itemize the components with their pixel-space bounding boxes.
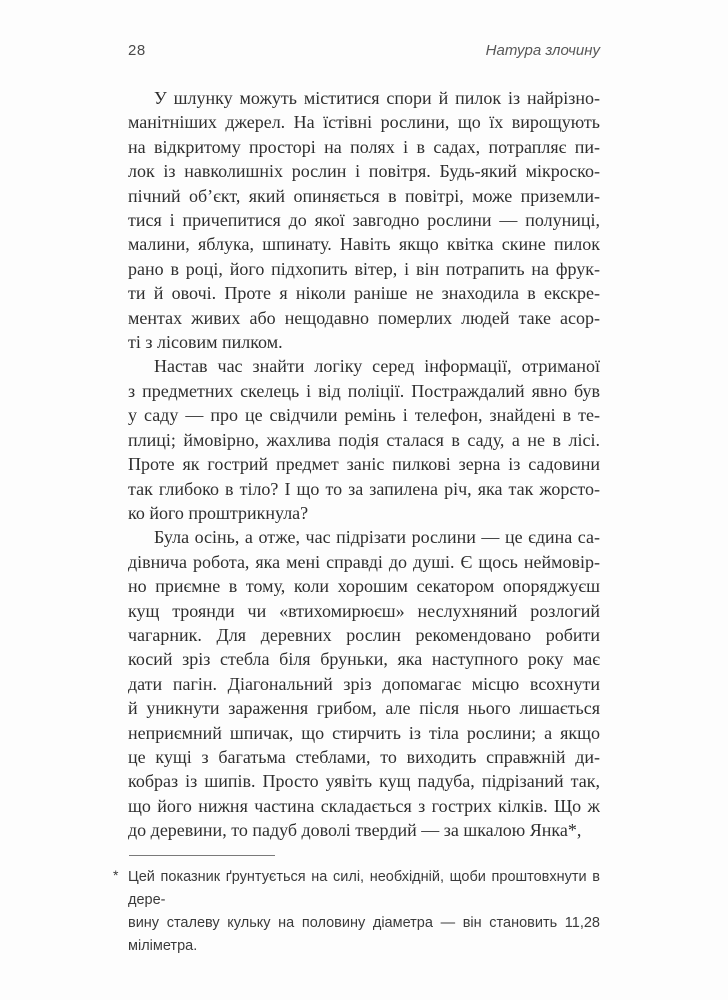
footnote <box>113 866 600 958</box>
footnote-divider <box>129 855 275 856</box>
text-line: ко його проштрикнула? <box>128 502 309 523</box>
text-line: лок із навколишніх рослин і повітря. Будь-який мікроско- <box>128 161 600 182</box>
text-line: Настав час знайти логіку серед інформації, отриманої <box>154 356 600 377</box>
text-line: у саду — про це свідчили ремінь і телефон, знайдені в те- <box>128 405 600 426</box>
text-line: й уникнути зараження грибом, але після нього лишається <box>128 698 600 719</box>
footnote-text <box>128 866 600 958</box>
page-number: 28 <box>128 42 146 59</box>
text-line: ті з лісовим пилком. <box>128 332 283 353</box>
text-line: це кущі з багатьма стеблами, то виходить справжній ди- <box>128 746 600 767</box>
text-line: пічний об’єкт, який опиняється в повітрі, може приземли- <box>128 185 600 206</box>
text-line: що його нижня частина складається з гострих кілків. Що ж <box>128 795 600 816</box>
text-line: до деревини, то падуб доволі твердий — за шкалою Янка*, <box>128 820 582 841</box>
text-line: рано в році, його підхопить вітер, і він потрапить на фрук- <box>128 258 600 279</box>
text-line: но приємне в тому, коли хорошим секатором опоряджуєш <box>128 576 600 597</box>
text-line: дати пагін. Діагональний зріз допомагає місцю всохнути <box>128 673 600 694</box>
text-line: ментах живих або нещодавно померлих людей таке асор- <box>128 307 600 328</box>
text-line: Проте як гострий предмет заніс пилкові зерна із садовини <box>128 454 600 475</box>
running-header: Натура злочину <box>485 42 600 59</box>
text-line: неприємний шпичак, що стирчить із тіла рослини; а якщо <box>128 722 600 743</box>
footnote-line: Цей показник ґрунтується на силі, необхідній, щоби проштовхнути в дере- <box>128 869 600 908</box>
text-line: косий зріз стебла біля бруньки, яка наступного року має <box>128 649 600 670</box>
text-line: Була осінь, а отже, час підрізати рослини — це єдина са- <box>154 527 600 548</box>
text-line: з предметних скелець і від поліції. Постраждалий явно був <box>128 380 600 401</box>
text-line: манітніших джерел. На їстівні рослини, що їх вирощують <box>128 112 600 133</box>
text-line: ти й овочі. Проте я ніколи раніше не знаходила в екскре- <box>128 283 600 304</box>
body-text <box>128 86 600 843</box>
footnote-line: вину сталеву кульку на половину діаметра — він становить 11,28 міліметра. <box>128 915 600 954</box>
text-line: тися і причепитися до якої завгодно рослини — полуниці, <box>128 210 600 231</box>
text-line: дівнича робота, яка мені справді до душі. Є щось неймовір- <box>128 551 600 572</box>
text-line: плиці; ймовірно, жахлива подія сталася в саду, а не в лісі. <box>128 429 600 450</box>
footnote-marker: * <box>113 867 119 883</box>
text-line: кобраз із шипів. Просто уявіть кущ падуба, підрізаний так, <box>128 771 600 792</box>
text-line: малини, яблука, шпинату. Навіть якщо квітка скине пилок <box>128 234 600 255</box>
text-line: так глибоко в тіло? І що то за запилена річ, яка так жорсто- <box>128 478 600 499</box>
text-line: кущ троянди чи «втихомирюєш» неслухняний розлогий <box>128 600 600 621</box>
text-line: У шлунку можуть міститися спори й пилок із найрізно- <box>154 88 600 108</box>
text-line: чагарник. Для деревних рослин рекомендовано робити <box>128 624 600 645</box>
text-line: на відкритому просторі на полях і в садах, потрапляє пи- <box>128 136 600 157</box>
page-header <box>128 42 600 59</box>
